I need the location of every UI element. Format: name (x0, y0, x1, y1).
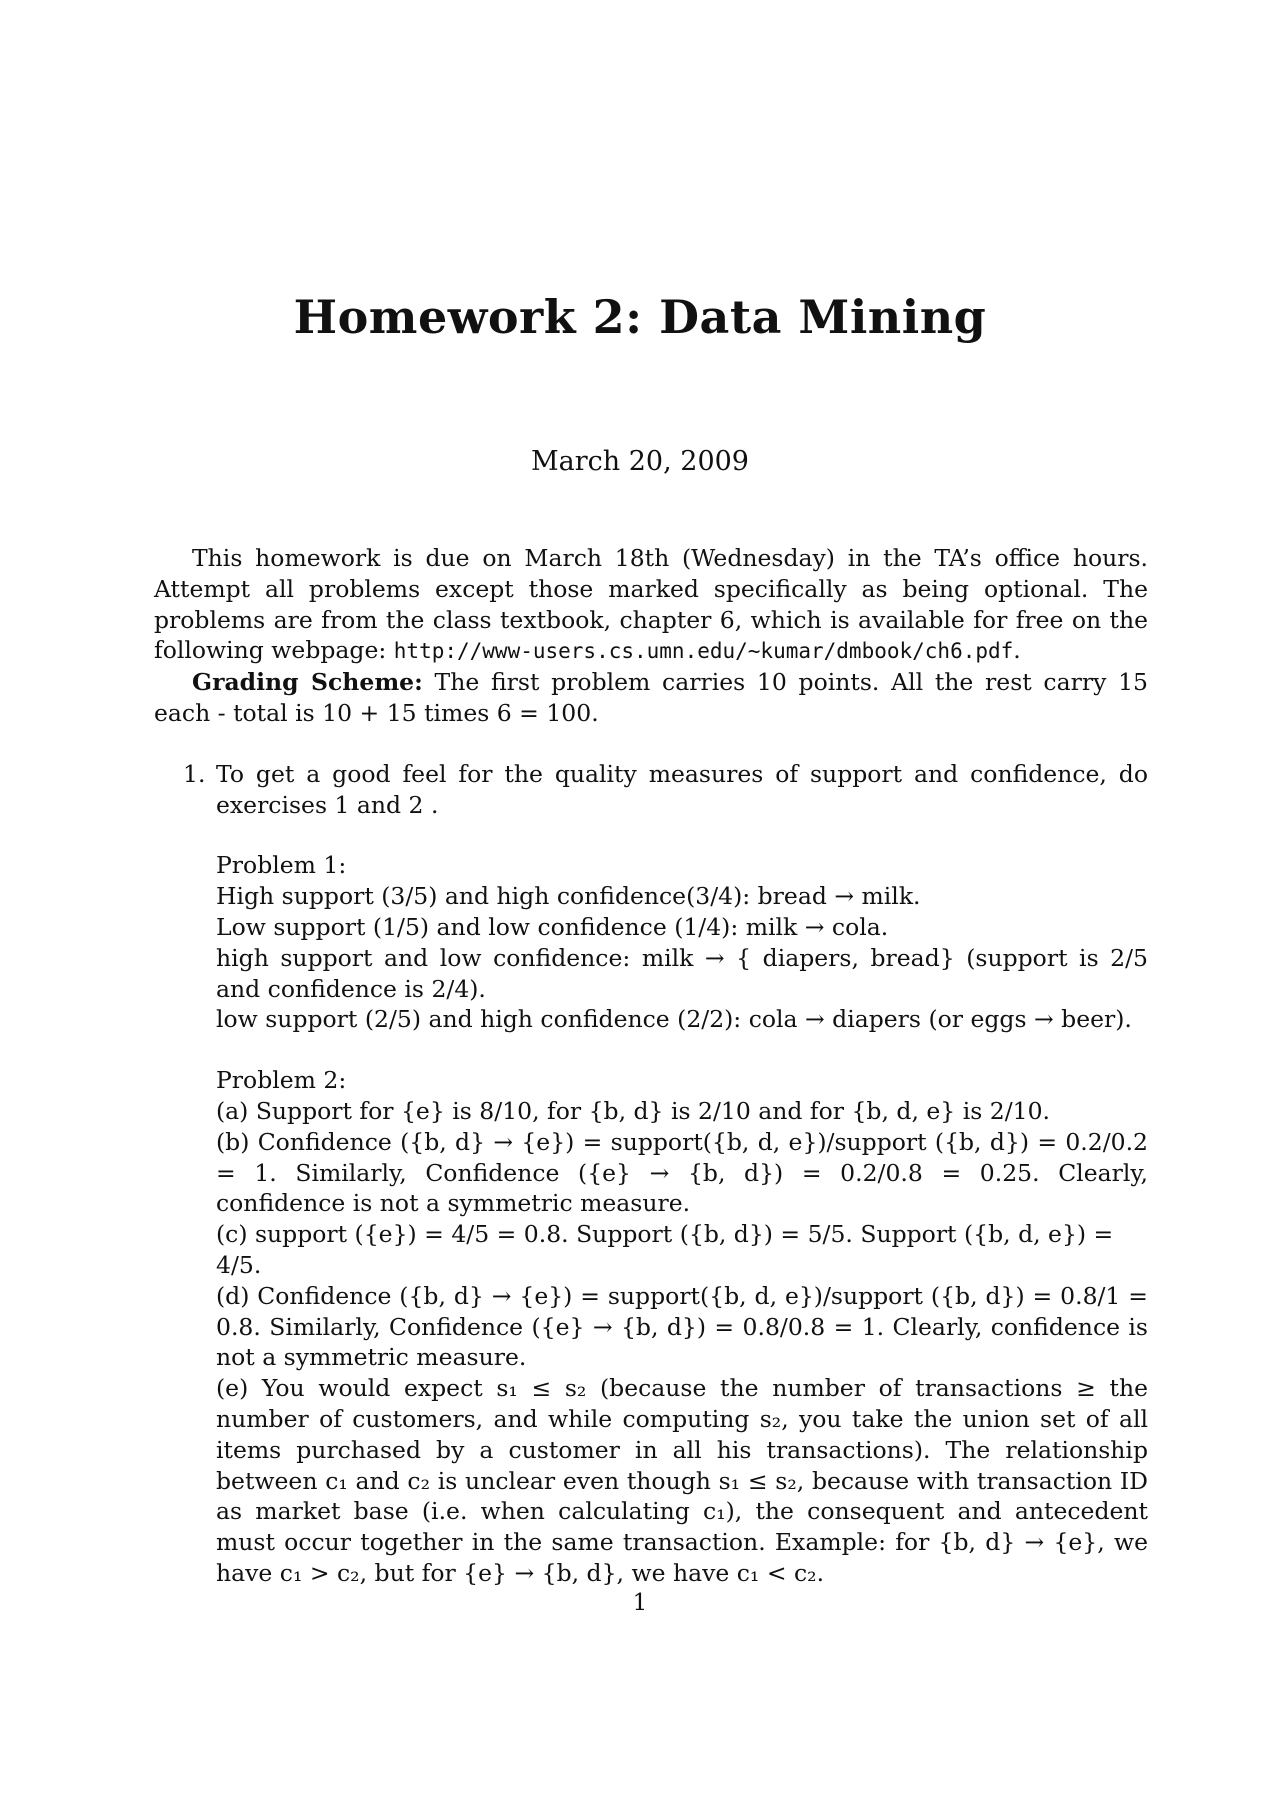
page-title: Homework 2: Data Mining (293, 290, 987, 344)
item-number: 1. (183, 759, 206, 788)
problem-2-heading: Problem 2: (216, 1066, 347, 1095)
problem-2-part-a: (a) Support for {e} is 8/10, for {b, d} is 2/10 and for {b, d, e} is 2/10. (216, 1096, 1050, 1125)
grading-paragraph (154, 667, 1148, 729)
problem-1-heading: Problem 1: (216, 851, 347, 880)
grading-text: The first problem carries 10 points. All the rest carry 15 each - total is 10 + 15 times 6 = 100. (154, 668, 1148, 727)
problem-2-block (216, 1065, 1148, 1589)
problem-2-part-c: (c) support ({e}) = 4/5 = 0.8. Support ({b, d}) = 5/5. Support ({b, d, e}) = 4/5. (216, 1220, 1114, 1279)
problem-2-part-b: (b) Confidence ({b, d} → {e}) = support({b, d, e})/support ({b, d}) = 0.2/0.2 = 1. Similarly, Confidence ({e} → {b, d}) = 0.2/0.8 = 0.25. Clearly, confidence is not a symmetric measure. (216, 1127, 1148, 1218)
list-item (154, 759, 1148, 1589)
problem-1-line: Low support (1/5) and low confidence (1/4): milk → cola. (216, 912, 889, 941)
problem-1-line: High support (3/5) and high confidence(3/4): bread → milk. (216, 882, 921, 911)
problem-2-part-e: (e) You would expect s₁ ≤ s₂ (because the number of transactions ≥ the number of customers, and while computing s₂, you take the union set of all items purchased by a customer in all his transactions). The relationship between c₁ and c₂ is unclear even though s₁ ≤ s₂, because with transaction ID as market base (i.e. when calculating c₁), the consequent and antecedent must occur together in the same transaction. Example: for {b, d} → {e}, we have c₁ > c₂, but for {e} → {b, d}, we have c₁ < c₂. (216, 1374, 1148, 1587)
problem-1-line: low support (2/5) and high confidence (2/2): cola → diapers (or eggs → beer). (216, 1005, 1132, 1034)
problem-1-line: high support and low confidence: milk → { diapers, bread} (support is 2/5 and confidence is 2/4). (216, 943, 1148, 1003)
url-period: . (1013, 636, 1021, 665)
intro-text: This homework is due on March 18th (Wednesday) in the TA’s office hours. Attempt all problems except those marked specifically as being optional. The problems are from the class textbook, chapter 6, which is available for free on the following webpage: (154, 544, 1148, 665)
problem-2-part-d: (d) Confidence ({b, d} → {e}) = support({b, d, e})/support ({b, d}) = 0.8/1 = 0.8. Similarly, Confidence ({e} → {b, d}) = 0.8/0.8 = 1. Clearly, confidence is not a symmetric measure. (216, 1281, 1148, 1372)
page-number: 1 (632, 1590, 648, 1616)
grading-label: Grading Scheme: (192, 668, 423, 697)
problem-list (154, 759, 1148, 1589)
item-text: To get a good feel for the quality measures of support and confidence, do exercises 1 and 2 . (216, 759, 1148, 819)
course-url-link[interactable]: http://www-users.cs.umn.edu/~kumar/dmbook/ch6.pdf (393, 639, 1014, 664)
intro-paragraph (154, 543, 1148, 667)
problem-1-block (216, 850, 1148, 1035)
document-date: March 20, 2009 (531, 446, 749, 477)
document-body (154, 543, 1148, 1589)
